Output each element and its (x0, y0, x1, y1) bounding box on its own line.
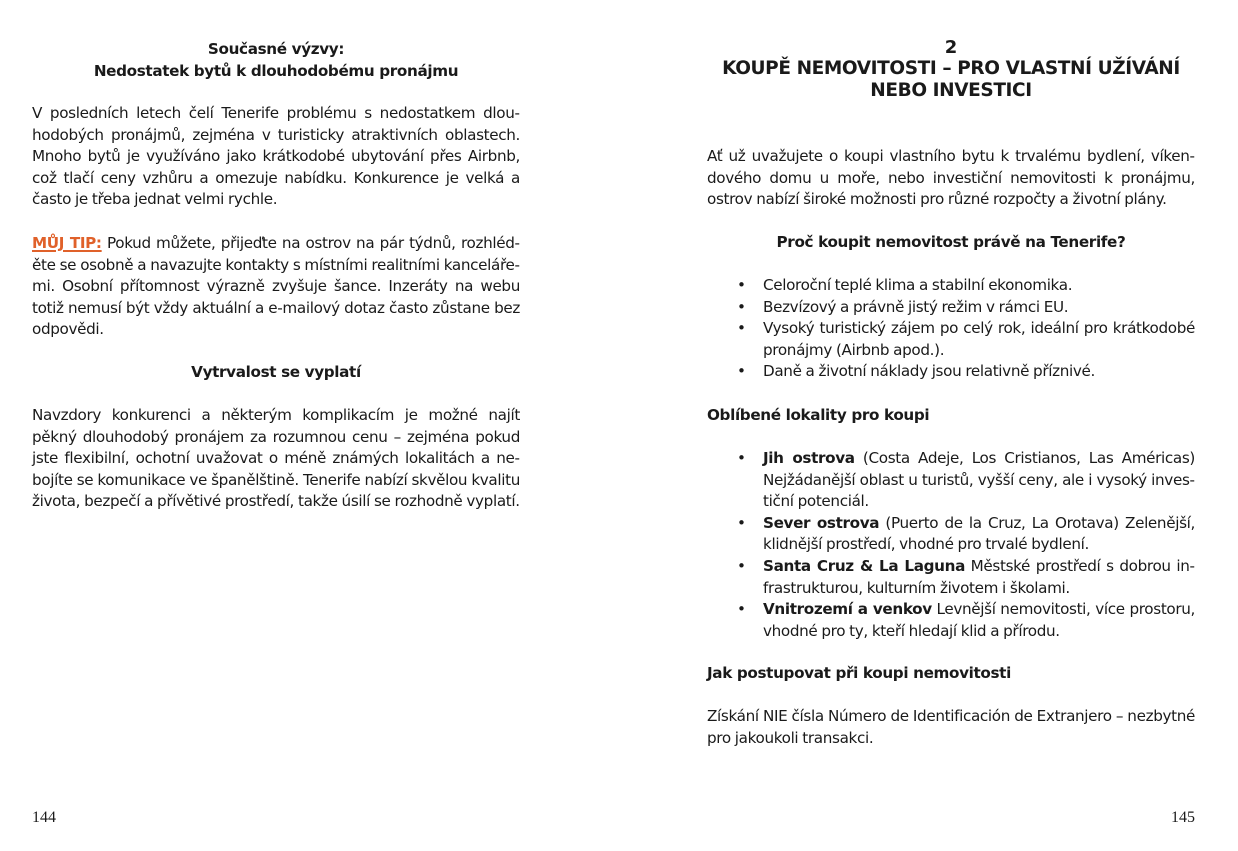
bullet-icon: • (737, 556, 746, 575)
page-number-left: 144 (32, 809, 56, 826)
locations-heading: Oblíbené lokality pro koupi (707, 406, 930, 424)
process-heading: Jak postupovat při koupi nemovitosti (707, 664, 1011, 682)
persistence-heading: Vytrvalost se vyplatí (191, 363, 361, 381)
list-item: • Jih ostrova (Costa Adeje, Los Cristianos, Las Américas) Nejžádanější oblast u turistů, vyšší ceny, ale i vysoký investiční potenciál. (737, 449, 1196, 511)
page-number-right: 145 (1171, 809, 1195, 826)
persistence-paragraph: Navzdory konkurenci a některým komplikacím je možné najít pěkný dlouhodobý pronájem za rozumnou cenu – zejména pokud jste flexibilní, ochotní uvažovat o méně známých lokalitách a nebojíte se komunikace ve španělštině. Tenerife nabízí skvělou kvalitu života, bezpečí a přívětivé prostředí, takže úsilí se rozhodně vyplatí. (32, 406, 520, 511)
challenge-paragraph: V posledních letech čelí Tenerife problému s nedostatkem dlouhodobých pronájmů, zejména v turisticky atraktivních oblastech. Mnoho bytů je využíváno jako krátkodobé ubytování přes Airbnb, což tlačí ceny vzhůru a omezuje nabídku. Konkurence je velká a často je třeba jednat velmi rychle. (32, 104, 520, 209)
chapter-title-line-2: NEBO INVESTICI (870, 79, 1032, 101)
list-item: • Sever ostrova (Puerto de la Cruz, La Orotava) Zelenější, klidnější prostředí, vhodné pro trvalé bydlení. (737, 513, 1195, 554)
location-name: Vnitrozemí a venkov (763, 600, 932, 619)
list-item: • Daně a životní náklady jsou relativně příznivé. (737, 361, 1195, 383)
tip-text: Pokud můžete, přijeďte na ostrov na pár týdnů, rozhléděte se osobně a navazujte kontakty s místními realitními kancelářemi. Osobní přítomnost výrazně zvyšuje šance. Inzeráty na webu totiž nemusí být vždy aktuální a e-mailový dotaz často zůstane bez odpovědi. (32, 234, 520, 339)
list-item: • Bezvízový a právně jistý režim v rámci EU. (737, 297, 1195, 319)
heading-line-2: Nedostatek bytů k dlouhodobému pronájmu (93, 61, 459, 80)
list-item: • Vysoký turistický zájem po celý rok, ideální pro krátkodobé pronájmy (Airbnb apod.). (737, 319, 1195, 359)
bullet-icon: • (737, 297, 746, 316)
locations-list (707, 448, 1195, 642)
why-list (707, 275, 1195, 383)
location-name: Jih ostrova (763, 449, 855, 467)
bullet-icon: • (737, 319, 746, 338)
chapter-title-line-1: KOUPĚ NEMOVITOSTI – PRO VLASTNÍ UŽÍVÁNÍ (722, 58, 1180, 79)
left-page (32, 0, 520, 851)
intro-paragraph: Ať už uvažujete o koupi vlastního bytu k trvalému bydlení, víkendového domu u moře, nebo investiční nemovitosti k pronájmu, ostrov nabízí široké možnosti pro různé rozpočty a životní plány. (707, 147, 1195, 209)
list-item: • Celoroční teplé klima a stabilní ekonomika. (737, 275, 1195, 297)
right-page (707, 0, 1195, 851)
heading-line-1: Současné výzvy: (207, 40, 345, 58)
process-paragraph: Získání NIE čísla Número de Identificación de Extranjero – nezbytné pro jakoukoli transakci. (707, 707, 1195, 747)
tip-paragraph (32, 233, 520, 341)
tip-label: MŮJ TIP: (32, 234, 102, 252)
bullet-icon: • (737, 600, 746, 619)
bullet-icon: • (737, 449, 746, 467)
chapter-title (707, 58, 1195, 101)
section-heading (32, 39, 520, 82)
why-heading: Proč koupit nemovitost právě na Tenerife? (776, 233, 1126, 251)
location-name: Sever ostrova (763, 513, 880, 532)
bullet-icon: • (737, 362, 746, 381)
list-item: • Vnitrozemí a venkov Levnější nemovitosti, více prostoru, vhodné pro ty, kteří hledají klid a přírodu. (737, 600, 1196, 640)
location-name: Santa Cruz & La Laguna (763, 556, 965, 575)
bullet-icon: • (737, 513, 746, 532)
bullet-icon: • (737, 276, 746, 294)
list-item: • Santa Cruz & La Laguna Městské prostředí s dobrou infrastrukturou, kulturním životem i školami. (737, 556, 1195, 597)
chapter-number: 2 (944, 37, 958, 58)
